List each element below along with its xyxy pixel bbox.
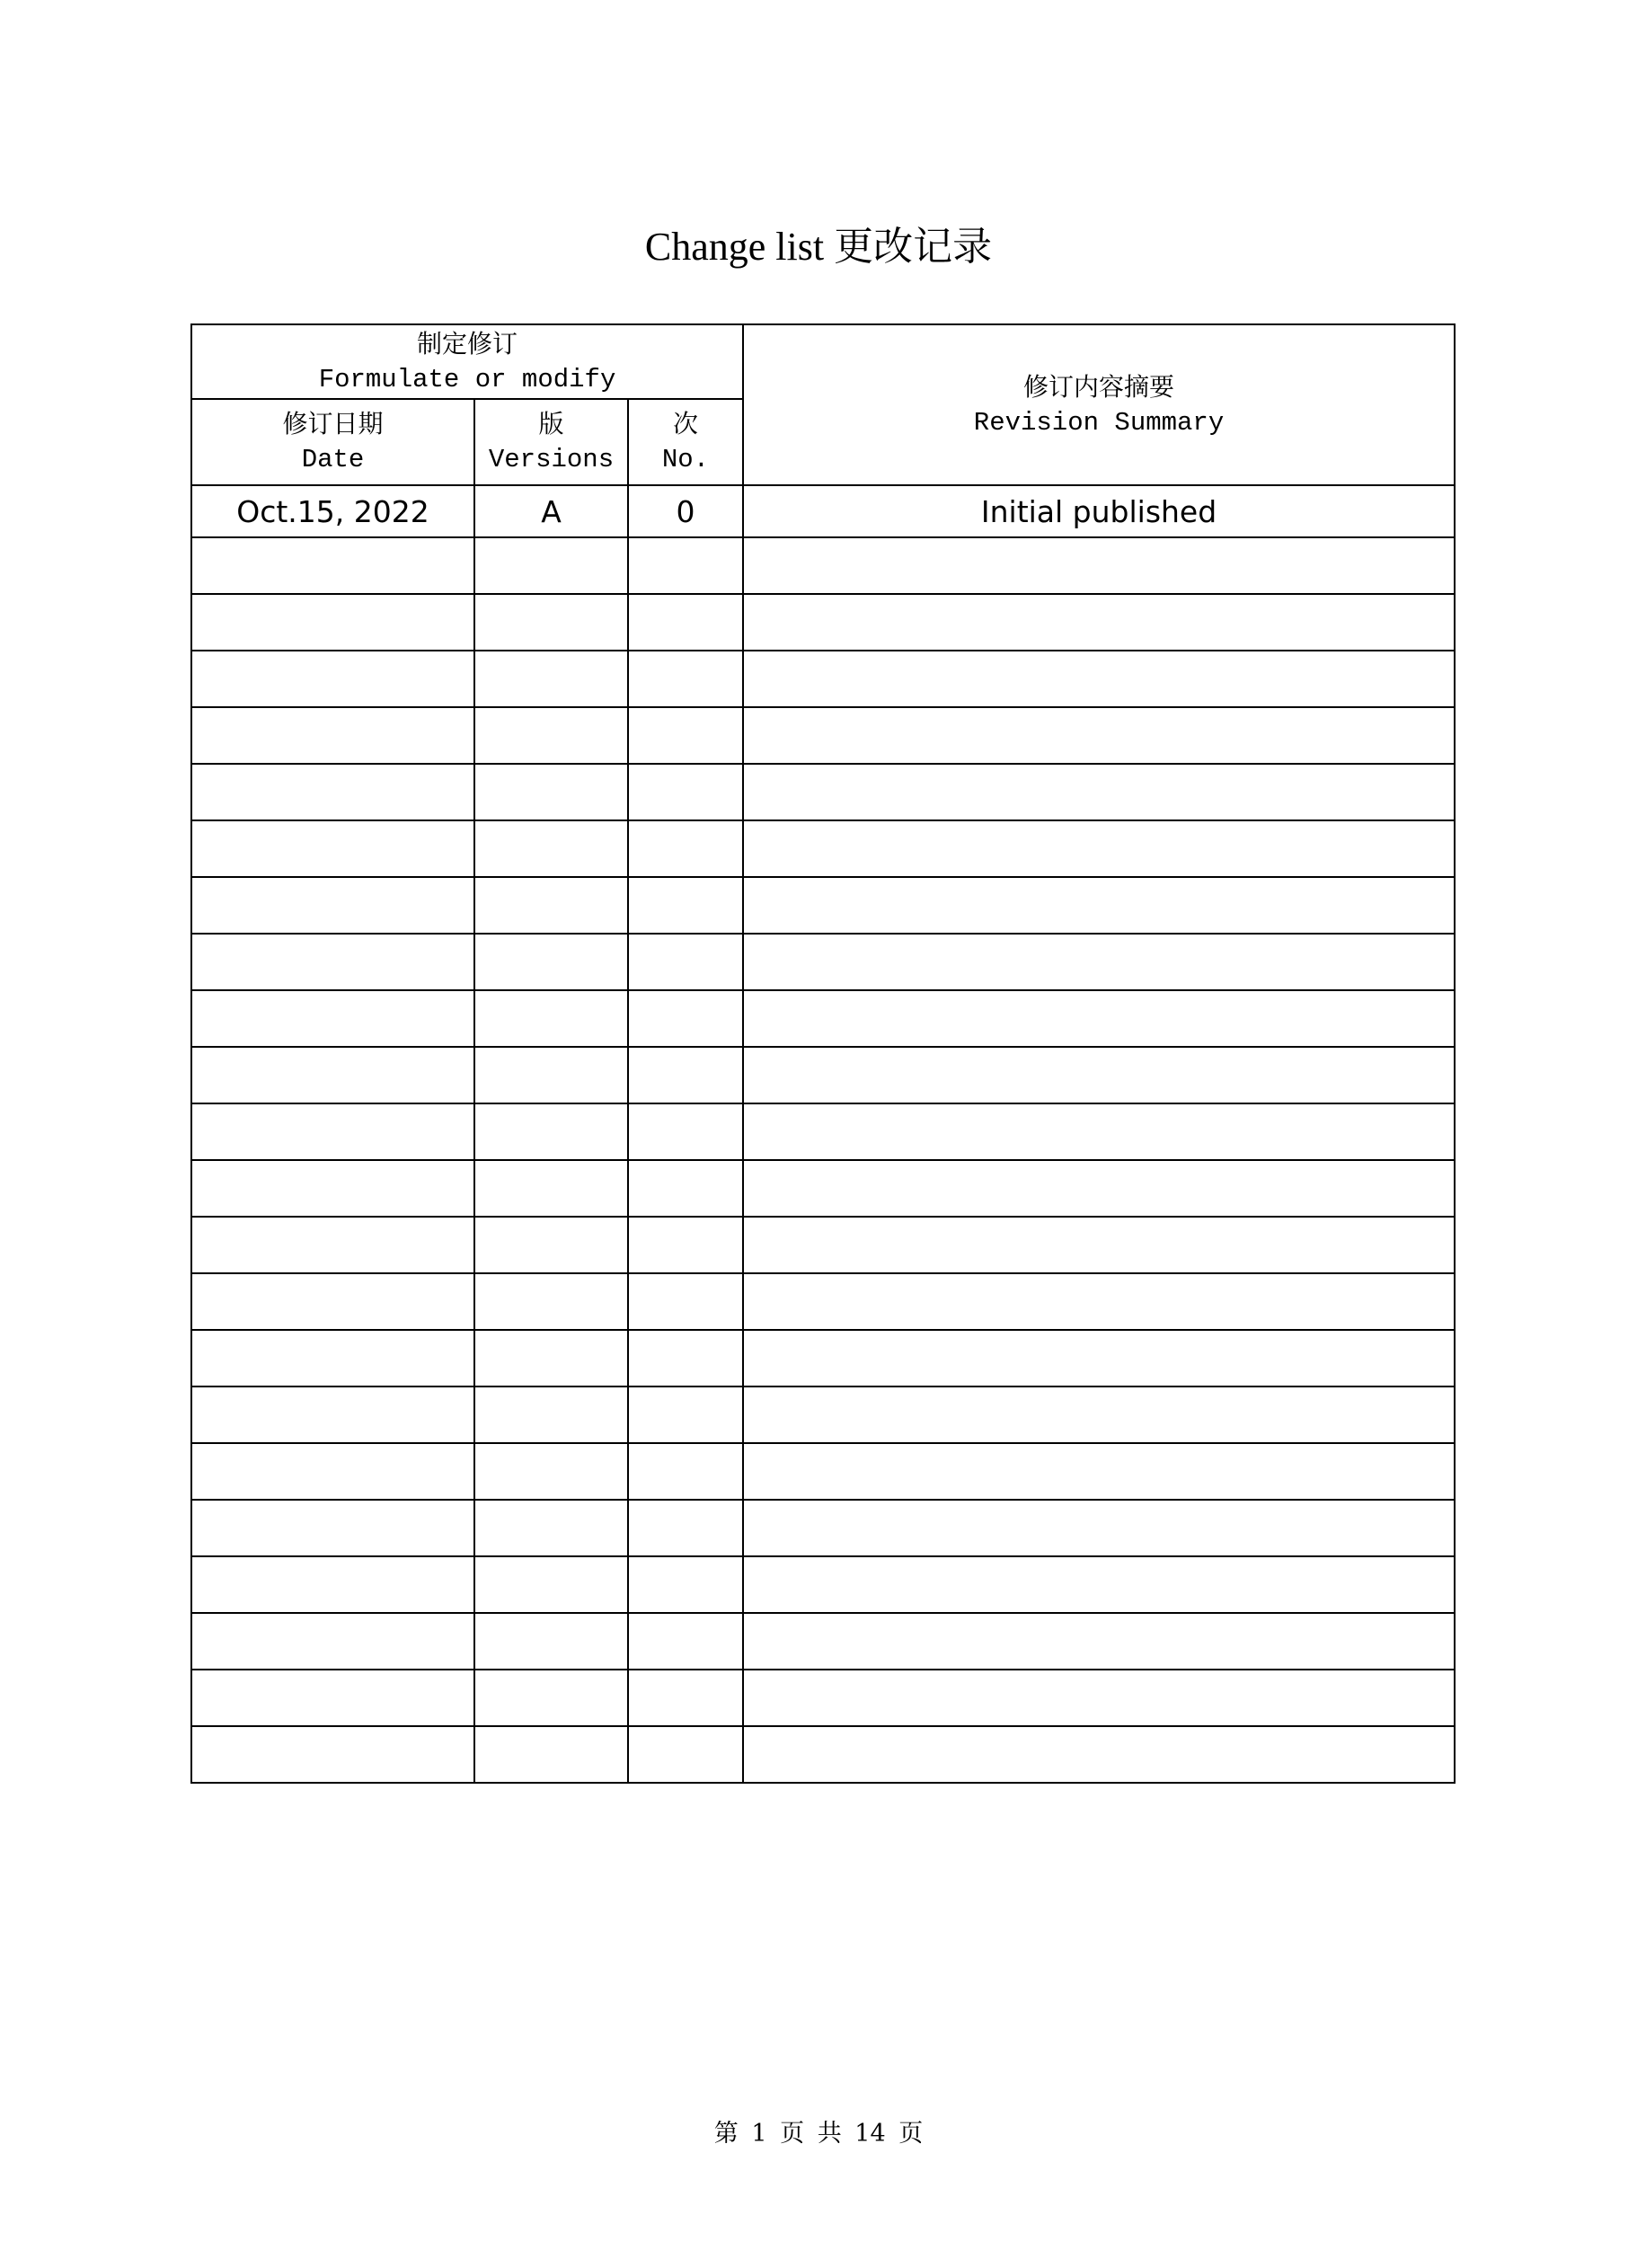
number-cell [628, 1726, 743, 1783]
date-cell [191, 1443, 474, 1500]
date-cell [191, 651, 474, 707]
number-cell [628, 764, 743, 820]
summary-cell [743, 764, 1455, 820]
number-cell [628, 934, 743, 990]
version-cell [474, 1103, 628, 1160]
summary-cell [743, 1670, 1455, 1726]
date-cell [191, 1217, 474, 1273]
revision-summary-header [743, 324, 1455, 485]
version-column-header-en: Versions [488, 445, 615, 474]
number-cell [628, 1273, 743, 1330]
version-cell [474, 764, 628, 820]
date-cell [191, 1047, 474, 1103]
version-cell [474, 594, 628, 651]
date-column-header-en: Date [301, 445, 365, 474]
date-cell [191, 1670, 474, 1726]
version-cell [474, 537, 628, 594]
summary-cell [743, 1160, 1455, 1217]
table-row [191, 537, 1455, 594]
number-column-header-cn: 次 [673, 409, 699, 439]
date-cell [191, 764, 474, 820]
date-cell [191, 1273, 474, 1330]
summary-cell [743, 1556, 1455, 1613]
date-cell [191, 820, 474, 877]
version-cell [474, 934, 628, 990]
table-row [191, 651, 1455, 707]
version-cell [474, 1443, 628, 1500]
table-row [191, 1443, 1455, 1500]
number-cell [628, 1386, 743, 1443]
version-cell [474, 1670, 628, 1726]
number-cell [628, 707, 743, 764]
table-row [191, 1556, 1455, 1613]
table-row [191, 764, 1455, 820]
summary-cell [743, 990, 1455, 1047]
date-cell [191, 1160, 474, 1217]
number-cell [628, 537, 743, 594]
date-cell [191, 1556, 474, 1613]
date-cell [191, 1613, 474, 1670]
number-cell [628, 1160, 743, 1217]
date-cell [191, 1330, 474, 1386]
number-cell [628, 1670, 743, 1726]
summary-cell [743, 1443, 1455, 1500]
summary-cell [743, 1047, 1455, 1103]
summary-cell [743, 1273, 1455, 1330]
table-row [191, 990, 1455, 1047]
revision-summary-header-en: Revision Summary [973, 407, 1225, 438]
version-cell [474, 820, 628, 877]
summary-cell [743, 877, 1455, 934]
summary-cell [743, 537, 1455, 594]
date-cell [191, 877, 474, 934]
number-cell [628, 1330, 743, 1386]
date-cell [191, 1726, 474, 1783]
number-cell [628, 651, 743, 707]
table-row [191, 934, 1455, 990]
version-cell [474, 1500, 628, 1556]
table-row [191, 1273, 1455, 1330]
table-row [191, 1047, 1455, 1103]
date-cell [191, 1386, 474, 1443]
header-row-group [191, 324, 1455, 399]
formulate-modify-header [191, 324, 743, 399]
version-cell [474, 1047, 628, 1103]
number-cell: 0 [628, 485, 743, 537]
table-row [191, 594, 1455, 651]
number-column-header [628, 399, 743, 485]
number-cell [628, 1443, 743, 1500]
version-cell [474, 1386, 628, 1443]
number-column-header-en: No. [661, 445, 710, 474]
table-row [191, 1500, 1455, 1556]
table-row [191, 1613, 1455, 1670]
table-row [191, 1726, 1455, 1783]
date-cell [191, 537, 474, 594]
version-cell [474, 1217, 628, 1273]
version-cell: A [474, 485, 628, 537]
table-row [191, 1160, 1455, 1217]
version-cell [474, 707, 628, 764]
version-cell [474, 1273, 628, 1330]
number-cell [628, 1047, 743, 1103]
number-cell [628, 820, 743, 877]
table-row [191, 1386, 1455, 1443]
version-cell [474, 1556, 628, 1613]
change-list-table [190, 323, 1456, 1784]
date-column-header [191, 399, 474, 485]
summary-cell [743, 1217, 1455, 1273]
version-cell [474, 1726, 628, 1783]
version-cell [474, 1613, 628, 1670]
number-cell [628, 1217, 743, 1273]
table-row [191, 877, 1455, 934]
number-cell [628, 1556, 743, 1613]
date-cell [191, 1103, 474, 1160]
summary-cell [743, 1103, 1455, 1160]
date-cell [191, 707, 474, 764]
change-list-table-body [191, 324, 1455, 1783]
date-column-header-cn: 修订日期 [282, 409, 384, 439]
date-cell: Oct.15, 2022 [191, 485, 474, 537]
number-cell [628, 877, 743, 934]
version-cell [474, 1330, 628, 1386]
table-row [191, 707, 1455, 764]
version-cell [474, 990, 628, 1047]
number-cell [628, 990, 743, 1047]
summary-cell [743, 1726, 1455, 1783]
formulate-modify-header-en: Formulate or modify [318, 364, 616, 394]
number-cell [628, 1613, 743, 1670]
revision-summary-header-cn: 修订内容摘要 [1023, 371, 1175, 402]
date-cell [191, 1500, 474, 1556]
date-cell [191, 990, 474, 1047]
summary-cell [743, 651, 1455, 707]
summary-cell [743, 594, 1455, 651]
summary-cell [743, 707, 1455, 764]
summary-cell [743, 1330, 1455, 1386]
table-row [191, 1670, 1455, 1726]
date-cell [191, 594, 474, 651]
number-cell [628, 1103, 743, 1160]
page-footer: 第 1 页 共 14 页 [713, 2120, 924, 2148]
number-cell [628, 1500, 743, 1556]
version-cell [474, 651, 628, 707]
table-row [191, 1103, 1455, 1160]
summary-cell [743, 1500, 1455, 1556]
version-cell [474, 1160, 628, 1217]
summary-cell [743, 1613, 1455, 1670]
page-title: Change list 更改记录 [644, 225, 993, 269]
table-row [191, 1217, 1455, 1273]
summary-cell: Initial published [743, 485, 1455, 537]
date-cell [191, 934, 474, 990]
number-cell [628, 594, 743, 651]
table-row [191, 820, 1455, 877]
summary-cell [743, 820, 1455, 877]
table-row [191, 1330, 1455, 1386]
summary-cell [743, 1386, 1455, 1443]
version-cell [474, 877, 628, 934]
summary-cell [743, 934, 1455, 990]
formulate-modify-header-cn: 制定修订 [417, 328, 518, 359]
version-column-header [474, 399, 628, 485]
table-row [191, 485, 1455, 537]
version-column-header-cn: 版 [538, 409, 564, 439]
